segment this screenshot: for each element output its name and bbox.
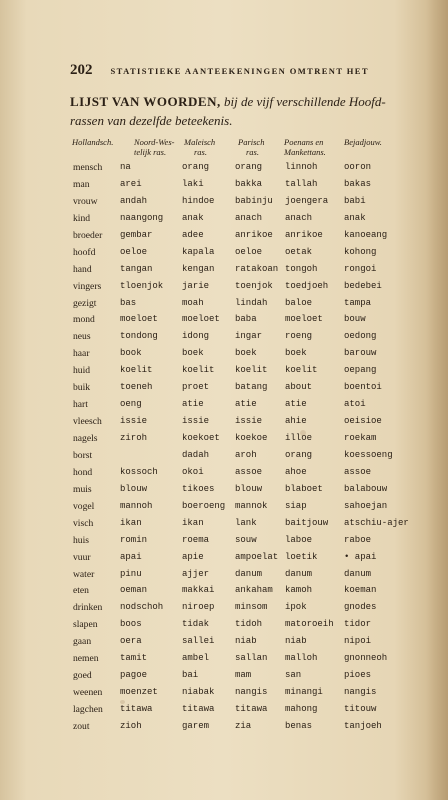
table-cell: kossoch [120, 466, 158, 477]
table-cell: kind [73, 212, 91, 224]
table-row [73, 602, 413, 619]
table-cell: pioes [344, 670, 372, 681]
table-cell: assoe [235, 466, 263, 477]
running-title: STATISTIEKE AANTEEKENINGEN OMTRENT HET [110, 66, 369, 76]
table-cell: raboe [344, 534, 372, 545]
table-row [73, 535, 413, 552]
table-row [73, 433, 413, 450]
table-cell: naangong [120, 212, 164, 223]
table-cell: ikan [120, 517, 142, 528]
table-row [73, 721, 413, 738]
table-cell: bai [182, 670, 199, 681]
table-cell: niabak [182, 687, 215, 698]
table-cell: orang [235, 162, 263, 172]
table-row [73, 348, 413, 365]
table-cell: boek [235, 348, 257, 359]
column-headers [72, 137, 412, 163]
table-cell: orang [285, 449, 313, 460]
table-cell: oetak [285, 246, 313, 257]
table-cell: vogel [73, 500, 95, 512]
list-heading [70, 92, 410, 130]
table-cell: mahong [285, 704, 318, 714]
table-cell: anrikoe [235, 229, 273, 240]
table-row [73, 585, 413, 602]
table-cell: ahie [285, 416, 307, 427]
table-cell: idong [182, 331, 210, 342]
table-cell: kohong [344, 246, 377, 257]
table-cell: book [120, 348, 142, 359]
table-cell: tidak [182, 619, 210, 630]
table-cell: oeisioe [344, 416, 382, 427]
table-cell: danum [285, 568, 313, 579]
table-cell: titawa [235, 704, 268, 714]
table-cell: tloenjok [120, 280, 164, 291]
table-cell: boek [182, 348, 204, 359]
table-cell: borst [73, 449, 93, 461]
table-cell: oeloe [120, 246, 148, 257]
table-cell: moenzet [120, 687, 158, 698]
table-cell: slapen [73, 619, 98, 631]
table-cell: ahoe [285, 466, 307, 477]
table-cell: pinu [120, 568, 142, 579]
table-cell: gaan [73, 636, 92, 648]
table-cell: huis [73, 534, 89, 546]
table-cell: babi [344, 195, 366, 206]
table-cell: ingar [235, 331, 263, 342]
table-cell: rongoi [344, 263, 377, 274]
table-cell: tanjoeh [344, 720, 382, 731]
table-cell: boentoi [344, 382, 382, 393]
table-cell: illoe [285, 433, 313, 443]
table-cell: tidor [344, 619, 372, 630]
table-cell: kapala [182, 246, 215, 257]
table-row [73, 247, 413, 264]
table-cell: ajjer [182, 568, 210, 579]
column-header-bejadjouw: Bejadjouw. [344, 137, 382, 147]
table-cell: andah [120, 195, 148, 206]
table-cell: gnodes [344, 602, 377, 613]
table-cell: souw [235, 534, 257, 545]
table-row [73, 213, 413, 230]
table-cell: koessoeng [344, 449, 393, 460]
table-cell: tidoh [235, 619, 263, 630]
table-cell: nipoi [344, 636, 372, 647]
table-cell: vleesch [73, 416, 102, 428]
table-cell: blaboet [285, 483, 323, 494]
table-cell: boeroeng [182, 500, 226, 511]
table-cell: neus [73, 331, 91, 343]
table-cell: benas [285, 720, 313, 731]
table-cell: moeloet [182, 314, 220, 325]
table-cell: zia [235, 720, 252, 731]
table-cell: anach [235, 212, 263, 223]
table-cell: arei [120, 178, 142, 189]
table-cell: toeneh [120, 382, 153, 393]
table-cell: okoi [182, 466, 204, 477]
table-cell: siap [285, 500, 307, 511]
table-cell: huid [73, 365, 91, 377]
table-cell: • apai [344, 551, 377, 562]
table-cell: tampa [344, 297, 372, 308]
table-row [73, 501, 413, 518]
table-cell: roema [182, 534, 210, 545]
table-cell: sallei [182, 636, 215, 647]
table-cell: zout [73, 720, 90, 732]
table-cell: malloh [285, 653, 318, 664]
table-row [73, 382, 413, 399]
column-header-poenans: Poenans en Mankettans. [284, 137, 326, 157]
table-cell: adee [182, 229, 204, 240]
table-cell: boek [285, 348, 307, 359]
table-cell: minangi [285, 687, 323, 698]
table-cell: koekoe [235, 433, 268, 443]
table-cell: apai [120, 551, 142, 562]
column-header-hollandsch: Hollandsch. [72, 137, 114, 147]
table-cell: kengan [182, 263, 215, 274]
table-cell: hindoe [182, 195, 215, 206]
table-cell: matoroeih [285, 619, 334, 630]
table-cell: anak [344, 212, 366, 223]
table-cell: atie [235, 399, 257, 410]
table-cell: koelit [182, 365, 215, 376]
table-row [73, 704, 413, 721]
table-cell: roeng [285, 331, 313, 342]
table-cell: mannok [235, 500, 268, 511]
table-cell: tangan [120, 263, 153, 274]
table-cell: garem [182, 720, 210, 731]
column-header-parisch: Parisch ras. [238, 137, 265, 157]
table-cell: niroep [182, 602, 215, 613]
table-cell: assoe [344, 466, 372, 477]
table-cell: batang [235, 382, 268, 393]
table-cell: issie [235, 416, 263, 427]
table-cell: vuur [73, 551, 91, 563]
table-row [73, 196, 413, 213]
table-cell: tikoes [182, 483, 215, 494]
table-cell: gnonneoh [344, 653, 388, 664]
table-cell: na [120, 162, 131, 172]
table-cell: atie [285, 399, 307, 410]
table-cell: kamoh [285, 585, 313, 596]
table-cell: lagchen [73, 704, 103, 715]
table-row [73, 552, 413, 569]
table-cell: atschiu-ajer [344, 517, 409, 528]
table-cell: drinken [73, 602, 103, 614]
table-cell: ankaham [235, 585, 273, 596]
table-row [73, 399, 413, 416]
table-cell: nangis [344, 687, 377, 698]
table-row [73, 450, 413, 467]
heading-subtitle-part2: rassen van dezelfde beteekenis. [70, 113, 233, 128]
table-row [73, 484, 413, 501]
table-cell: atie [182, 399, 204, 410]
table-cell: nodschoh [120, 602, 164, 613]
table-cell: haar [73, 348, 90, 360]
table-cell: goed [73, 670, 92, 682]
table-cell: eten [73, 585, 89, 597]
table-cell: about [285, 382, 313, 393]
table-cell: oera [120, 636, 142, 647]
heading-subtitle-part1: bij de vijf verschillende Hoofd- [223, 94, 386, 109]
table-cell: lindah [235, 297, 268, 308]
table-cell: mond [73, 314, 95, 326]
table-row [73, 230, 413, 247]
table-cell: laki [182, 178, 204, 189]
table-cell: boos [120, 619, 142, 630]
table-cell: koelit [120, 365, 153, 376]
table-cell: gezigt [73, 297, 97, 309]
table-cell: jarie [182, 280, 210, 291]
table-cell: proet [182, 382, 210, 393]
table-row [73, 467, 413, 484]
table-cell: dadah [182, 449, 210, 460]
table-row [73, 636, 413, 653]
table-cell: mam [235, 670, 252, 681]
table-cell: ooron [344, 162, 372, 172]
table-cell: danum [344, 568, 372, 579]
table-cell: oepang [344, 365, 377, 376]
table-cell: buik [73, 382, 91, 394]
table-cell: oedong [344, 331, 377, 342]
table-cell: barouw [344, 348, 377, 359]
table-cell: vrouw [73, 195, 98, 207]
table-cell: tondong [120, 331, 158, 342]
table-cell: nangis [235, 687, 268, 698]
table-cell: vingers [73, 280, 102, 292]
table-cell: weenen [73, 687, 103, 699]
table-cell: bakas [344, 178, 372, 189]
table-cell: koeman [344, 585, 377, 596]
table-cell: anak [182, 212, 204, 223]
table-cell: pagoe [120, 670, 148, 681]
table-row [73, 416, 413, 433]
table-cell: moeloet [285, 314, 323, 325]
table-cell: mensch [73, 162, 103, 173]
table-cell: danum [235, 568, 263, 579]
table-cell: muis [73, 483, 92, 495]
table-cell: babinju [235, 195, 273, 206]
table-row [73, 365, 413, 382]
table-cell: mannoh [120, 500, 153, 511]
table-cell: koelit [235, 365, 268, 376]
table-cell: bakka [235, 178, 263, 189]
table-cell: oeloe [235, 246, 263, 257]
table-row [73, 314, 413, 331]
table-cell: lank [235, 517, 257, 528]
column-header-noord-westelijk: Noord-Wes- telijk ras. [134, 137, 175, 157]
table-cell: orang [182, 162, 210, 172]
table-cell: joengera [285, 195, 329, 206]
table-row [73, 518, 413, 535]
table-cell: loetik [285, 551, 318, 562]
table-cell: sallan [235, 653, 268, 664]
table-cell: linnoh [285, 162, 318, 172]
table-cell: niab [235, 636, 257, 647]
table-cell: baba [235, 314, 257, 325]
table-cell: aroh [235, 449, 257, 460]
table-cell: hond [73, 466, 93, 478]
table-cell: baitjouw [285, 517, 329, 528]
table-cell: tallah [285, 178, 318, 189]
table-row [73, 687, 413, 704]
table-cell: hand [73, 263, 92, 275]
table-cell: toedjoeh [285, 280, 329, 291]
column-header-maleisch: Maleisch ras. [184, 137, 216, 157]
table-cell: tongoh [285, 263, 318, 274]
word-list-table [73, 162, 413, 738]
table-cell: bedebei [344, 280, 382, 291]
table-cell: toenjok [235, 280, 273, 291]
table-row [73, 179, 413, 196]
table-row [73, 653, 413, 670]
table-cell: roekam [344, 433, 377, 443]
table-row [73, 619, 413, 636]
running-head [70, 62, 400, 79]
table-cell: zioh [120, 720, 142, 731]
table-cell: anach [285, 212, 313, 223]
table-cell: moah [182, 297, 204, 308]
table-cell: apie [182, 551, 204, 562]
table-cell: man [73, 178, 90, 190]
table-cell: san [285, 670, 302, 681]
table-cell: bouw [344, 314, 366, 325]
table-cell: blouw [235, 483, 263, 494]
table-cell: makkai [182, 585, 215, 596]
table-row [73, 670, 413, 687]
table-cell: laboe [285, 534, 313, 545]
table-cell: blouw [120, 483, 148, 494]
table-cell: issie [120, 416, 148, 427]
table-cell: ambel [182, 653, 210, 664]
table-cell: ratakoan [235, 263, 279, 274]
table-cell: water [73, 568, 95, 580]
table-cell: nagels [73, 433, 98, 444]
table-cell: nemen [73, 653, 99, 665]
table-cell: baloe [285, 297, 313, 308]
table-cell: anrikoe [285, 229, 323, 240]
table-cell: sahoejan [344, 500, 388, 511]
table-cell: balabouw [344, 483, 388, 494]
table-row [73, 298, 413, 315]
table-row [73, 264, 413, 281]
table-cell: gembar [120, 229, 153, 240]
table-cell: hoofd [73, 246, 96, 258]
table-cell: koelit [285, 365, 318, 376]
table-cell: titawa [120, 704, 153, 714]
table-row [73, 281, 413, 298]
table-cell: niab [285, 636, 307, 647]
table-cell: moeloet [120, 314, 158, 325]
table-cell: visch [73, 517, 94, 529]
facing-page-edge [426, 0, 448, 800]
table-cell: broeder [73, 229, 103, 241]
table-row [73, 331, 413, 348]
page-number: 202 [70, 62, 93, 78]
table-cell: titawa [182, 704, 215, 714]
table-cell: oeman [120, 585, 148, 596]
table-cell: titouw [344, 704, 377, 714]
table-cell: koekoet [182, 433, 220, 443]
table-row [73, 162, 413, 179]
table-cell: romin [120, 534, 148, 545]
table-cell: ipok [285, 602, 307, 613]
table-cell: ziroh [120, 433, 148, 443]
table-cell: issie [182, 416, 210, 427]
table-cell: oeng [120, 399, 142, 410]
table-cell: minsom [235, 602, 268, 613]
table-row [73, 569, 413, 586]
table-cell: kanoeang [344, 229, 388, 240]
heading-title: LIJST VAN WOORDEN, [70, 94, 221, 109]
table-cell: atoi [344, 399, 366, 410]
table-cell: tamit [120, 653, 148, 664]
table-cell: ampoelat [235, 551, 279, 562]
table-cell: ikan [182, 517, 204, 528]
table-cell: hart [73, 399, 88, 411]
table-cell: bas [120, 297, 137, 308]
